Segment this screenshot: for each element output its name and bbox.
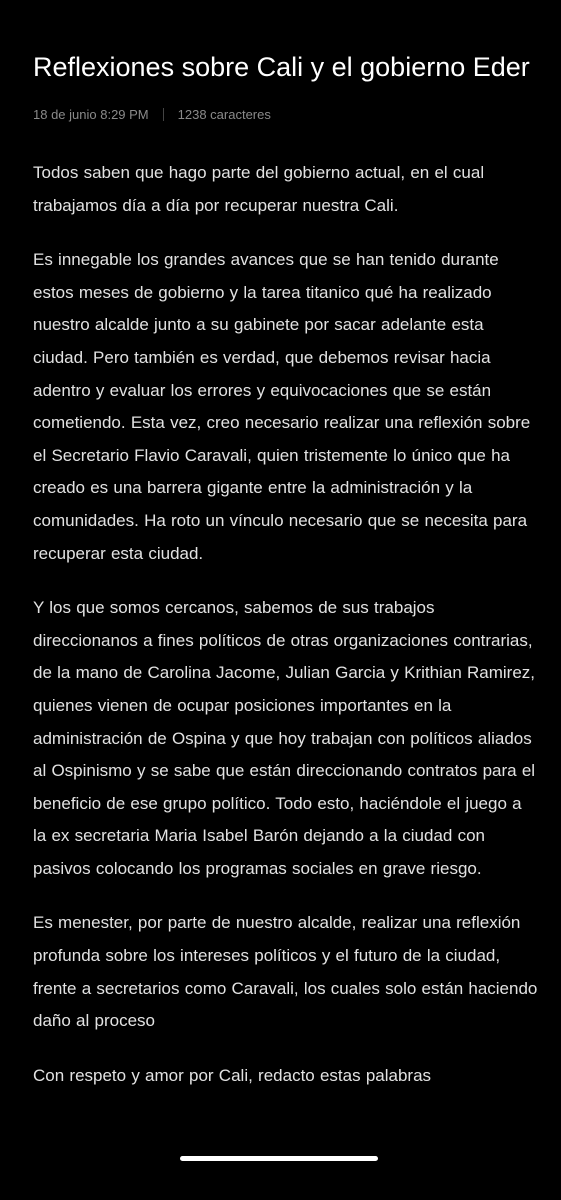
home-indicator[interactable] xyxy=(180,1156,378,1161)
note-paragraph[interactable]: Es menester, por parte de nuestro alcalde, realizar una reflexión profunda sobre los intereses políticos y el futuro de la ciudad, frente a secretarios como Caravali, los cuales solo están haciendo daño al proceso xyxy=(33,913,538,1031)
note-paragraph[interactable]: Con respeto y amor por Cali, redacto estas palabras xyxy=(33,1065,432,1085)
note-paragraph[interactable]: Y los que somos cercanos, sabemos de sus trabajos direccionanos a fines políticos de otras organizaciones contrarias, de la mano de Carolina Jacome, Julian Garcia y Krithian Ramirez, quienes vienen de ocupar posiciones importantes en la administración de Ospina y que hoy trabajan con políticos aliados al Ospinismo y se sabe que están direccionando contratos para el beneficio de ese grupo político. Todo esto, haciéndole el juego a la ex secretaria Maria Isabel Barón dejando a la ciudad con pasivos colocando los programas sociales en grave riesgo. xyxy=(33,598,536,878)
note-char-count: 1238 caracteres xyxy=(177,107,271,122)
note-paragraph[interactable]: Todos saben que hago parte del gobierno actual, en el cual trabajamos día a día por recuperar nuestra Cali. xyxy=(33,163,485,215)
meta-divider xyxy=(163,108,164,121)
note-title[interactable]: Reflexiones sobre Cali y el gobierno Eder xyxy=(33,52,530,82)
note-body[interactable] xyxy=(33,157,538,1114)
note-meta xyxy=(33,107,271,122)
note-paragraph[interactable]: Es innegable los grandes avances que se han tenido durante estos meses de gobierno y la tarea titanico qué ha realizado nuestro alcalde junto a su gabinete por sacar adelante esta ciudad. Pero también es verdad, que debemos revisar hacia adentro y evaluar los errores y equivocaciones que se están cometiendo. Esta vez, creo necesario realizar una reflexión sobre el Secretario Flavio Caravali, quien tristemente lo único que ha creado es una barrera gigante entre la administración y la comunidades. Ha roto un vínculo necesario que se necesita para recuperar esta ciudad. xyxy=(33,250,531,563)
note-date: 18 de junio 8:29 PM xyxy=(33,107,149,122)
